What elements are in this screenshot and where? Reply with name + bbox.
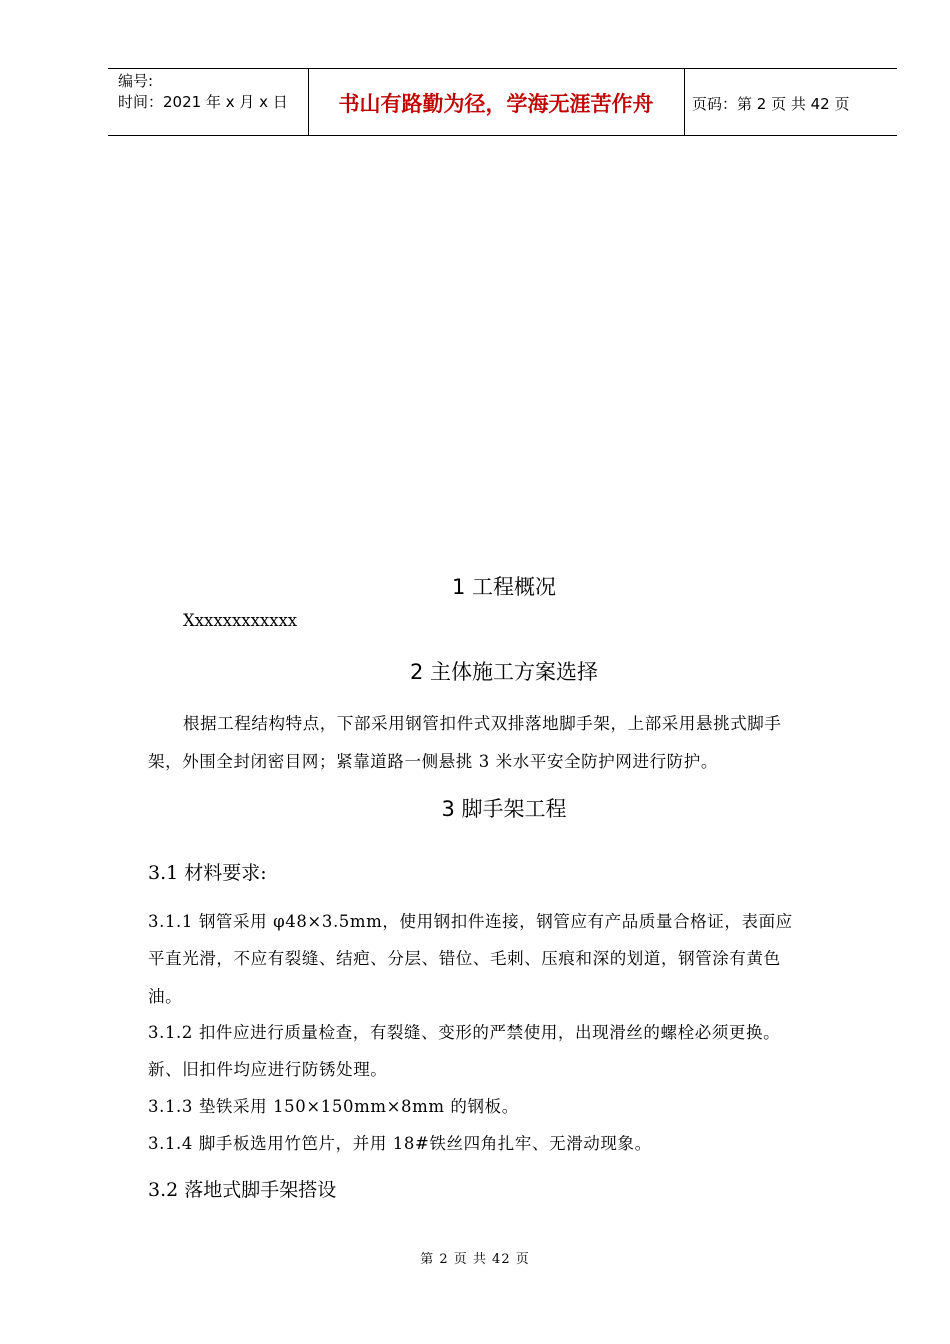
header-page-code: 页码：第 2 页 共 42 页 <box>692 95 850 113</box>
item-3-1-1-line-2: 平直光滑，不应有裂缝、结疤、分层、错位、毛刺、压痕和深的划道，钢管涂有黄色 <box>148 949 781 968</box>
section-1-title: 1 工程概况 <box>451 575 557 599</box>
section-3-title: 3 脚手架工程 <box>441 797 567 821</box>
item-3-1-3: 3.1.3 垫铁采用 150×150mm×8mm 的钢板。 <box>148 1097 519 1116</box>
header-divider-right <box>684 69 685 136</box>
footer-page-number: 第 2 页 共 42 页 <box>420 1252 530 1267</box>
header-bottom-border <box>108 135 897 136</box>
section-3-1-title: 3.1 材料要求: <box>148 862 267 884</box>
section-2-paragraph-line-2: 架，外围全封闭密目网；紧靠道路一侧悬挑 3 米水平安全防护网进行防护。 <box>148 752 718 771</box>
item-3-1-1-line-3: 油。 <box>148 987 183 1006</box>
header-time-label: 时间：2021 年 x 月 x 日 <box>118 93 288 111</box>
section-1-body: Xxxxxxxxxxxx <box>183 611 298 630</box>
section-2-title: 2 主体施工方案选择 <box>409 660 599 684</box>
header-top-border <box>108 68 897 69</box>
item-3-1-2-line-1: 3.1.2 扣件应进行质量检查，有裂缝、变形的严禁使用，出现滑丝的螺栓必须更换。 <box>148 1023 781 1042</box>
header-motto: 书山有路勤为径，学海无涯苦作舟 <box>338 92 654 116</box>
section-2-paragraph-line-1: 根据工程结构特点，下部采用钢管扣件式双排落地脚手架，上部采用悬挑式脚手 <box>183 714 782 733</box>
item-3-1-2-line-2: 新、旧扣件均应进行防锈处理。 <box>148 1060 388 1079</box>
section-3-2-title: 3.2 落地式脚手架搭设 <box>148 1179 337 1201</box>
item-3-1-1-line-1: 3.1.1 钢管采用 φ48×3.5mm，使用钢扣件连接，钢管应有产品质量合格证，表面应 <box>148 912 793 931</box>
item-3-1-4: 3.1.4 脚手板选用竹笆片，并用 18#铁丝四角扎牢、无滑动现象。 <box>148 1134 652 1153</box>
header-number-label: 编号: <box>118 72 154 90</box>
